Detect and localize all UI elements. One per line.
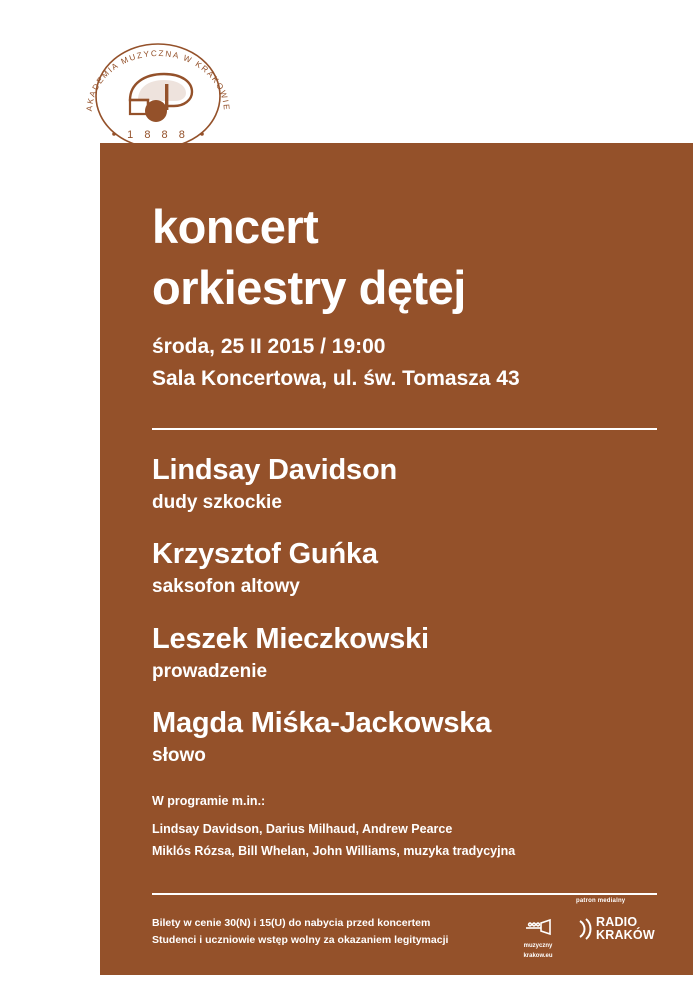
programme-section <box>152 791 672 863</box>
headline-line-1: koncert <box>152 200 319 253</box>
sponsor-logos <box>508 898 668 958</box>
logo-year: 1 8 8 8 <box>127 129 189 141</box>
akademia-muzyczna-logo <box>78 38 238 150</box>
svg-text:AKADEMIA MUZYCZNA W KRAKOWIE: AKADEMIA MUZYCZNA W KRAKOWIE <box>84 48 232 112</box>
trumpet-icon <box>523 916 553 936</box>
divider-bottom <box>152 893 657 895</box>
muzyczny-krakow-logo <box>516 916 560 960</box>
radio-wave-icon <box>576 918 592 940</box>
list-item <box>152 537 672 599</box>
ticket-info <box>152 915 512 950</box>
radio-label-2: KRAKÓW <box>596 928 655 943</box>
performers-list <box>152 453 672 791</box>
radio-label-1: RADIO <box>596 915 638 929</box>
headline-line-2: orkiestry dętej <box>152 261 466 315</box>
performer-role: słowo <box>152 745 206 767</box>
radio-krakow-logo <box>576 916 655 942</box>
performer-name: Magda Miśka-Jackowska <box>152 707 492 740</box>
performer-role: dudy szkockie <box>152 491 282 513</box>
ticket-info-line: Bilety w cenie 30(N) i 15(U) do nabycia przed koncertem <box>152 917 431 929</box>
programme-line: Lindsay Davidson, Darius Milhaud, Andrew Pearce <box>152 822 453 836</box>
event-venue: Sala Koncertowa, ul. św. Tomasza 43 <box>152 366 520 390</box>
list-item <box>152 453 672 515</box>
performer-role: saksofon altowy <box>152 576 300 598</box>
sponsor-caption: patron medialny <box>576 898 626 904</box>
divider-top <box>152 428 657 430</box>
performer-name: Lindsay Davidson <box>152 454 397 486</box>
muzyczny-label-2: krakow.eu <box>523 952 553 959</box>
poster-panel <box>100 143 693 975</box>
muzyczny-label-1: muzyczny <box>523 943 553 949</box>
performer-role: prowadzenie <box>152 660 268 682</box>
ticket-info-line: Studenci i uczniowie wstęp wolny za okazaniem legitymacji <box>152 934 449 947</box>
list-item <box>152 622 672 684</box>
event-date: środa, 25 II 2015 / 19:00 <box>152 335 386 358</box>
list-item <box>152 706 672 768</box>
programme-line: Miklós Rózsa, Bill Whelan, John Williams, muzyka tradycyjna <box>152 843 516 858</box>
performer-name: Krzysztof Guńka <box>152 538 378 571</box>
event-details <box>152 331 672 395</box>
performer-name: Leszek Mieczkowski <box>152 622 429 655</box>
programme-title: W programie m.in.: <box>152 794 266 808</box>
poster-headline <box>152 196 672 318</box>
